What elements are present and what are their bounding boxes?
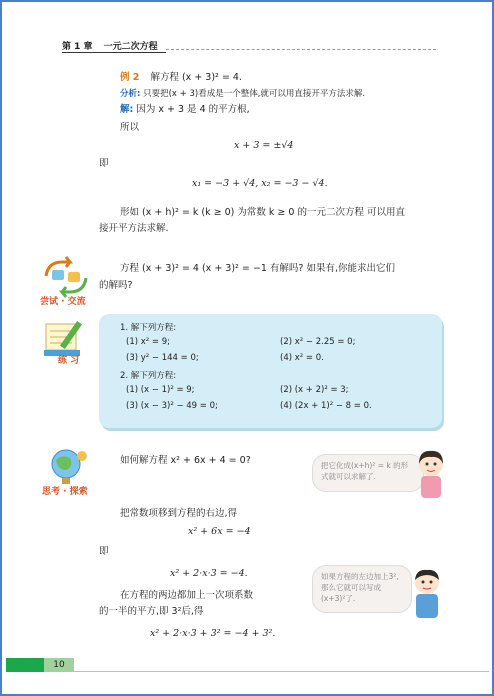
so-text: 所以 [120, 122, 140, 133]
ji-text-1: 即 [99, 158, 109, 169]
practice-q1-item-3: (3) y² − 144 = 0; [126, 353, 199, 363]
boy-avatar [406, 566, 448, 622]
example-problem: 解方程 (x + 3)² = 4. [150, 72, 242, 83]
practice-q1-item-4: (4) x² = 0. [280, 353, 324, 363]
header-dashed-line [166, 49, 436, 50]
thought-bubble-2 [312, 565, 412, 613]
chapter-title: 一元二次方程 [103, 42, 158, 52]
header-underline [62, 52, 166, 53]
explore-step-2-line-1: 在方程的两边都加上一次项系数 [120, 590, 254, 601]
thought-bubble-1 [312, 454, 424, 492]
explore-equation-2: x² + 2·x·3 = −4. [170, 568, 248, 579]
footer-green-bar [6, 658, 44, 672]
practice-q1-title: 1. 解下列方程: [120, 323, 177, 333]
practice-q2-item-1: (1) (x − 1)² = 9; [126, 385, 195, 395]
practice-q1-item-1: (1) x² = 9; [126, 337, 170, 347]
footer-line [74, 671, 489, 672]
try-line-2: 的解吗? [99, 280, 133, 291]
chapter-header [62, 39, 158, 52]
think-explore-icon [40, 446, 92, 488]
explore-step-1: 把常数项移到方程的右边,得 [120, 508, 238, 519]
bubble-1-text: 把它化成(x+h)² = k 的形式就可以求解了. [321, 461, 409, 481]
example-label: 例 2 [120, 72, 140, 83]
analysis-line [120, 87, 365, 99]
example-problem-line [120, 71, 242, 84]
chapter-number: 第 1 章 [62, 42, 93, 52]
paragraph-line-1: 形如 (x + h)² = k (k ≥ 0) 为常数 k ≥ 0 的一元二次方程 可以用直 [120, 207, 405, 218]
try-exchange-label: 尝试 · 交流 [40, 297, 86, 307]
analysis-text: 只要把(x + 3)看成是一个整体,就可以用直接开平方法求解. [143, 89, 366, 99]
girl-avatar [412, 448, 450, 502]
explore-equation-1: x² + 6x = −4 [188, 526, 251, 537]
solution-label: 解: [120, 104, 134, 115]
practice-q1-item-2: (2) x² − 2.25 = 0; [280, 337, 356, 347]
practice-label: 练 习 [58, 356, 80, 366]
equation-roots: x₁ = −3 + √4, x₂ = −3 − √4. [192, 178, 328, 189]
explore-question: 如何解方程 x² + 6x + 4 = 0? [120, 455, 251, 466]
solution-line [120, 103, 250, 116]
explore-step-2-line-2: 的一半的平方,即 3²后,得 [99, 606, 204, 617]
paragraph-line-2: 接开平方法求解. [99, 223, 169, 234]
analysis-label: 分析: [120, 89, 141, 99]
think-explore-label: 思考 · 探索 [42, 487, 88, 497]
practice-q2-item-4: (4) (2x + 1)² − 8 = 0. [280, 401, 372, 411]
equation-sqrt: x + 3 = ±√4 [234, 140, 294, 151]
bubble-2-text: 如果方程的左边加上3²,那么它就可以写成(x+3)²了. [321, 572, 399, 603]
solution-text: 因为 x + 3 是 4 的平方根, [136, 104, 250, 115]
ji-text-2: 即 [99, 546, 109, 557]
practice-q2-item-2: (2) (x + 2)² = 3; [280, 385, 349, 395]
practice-q2-item-3: (3) (x − 3)² − 49 = 0; [126, 401, 218, 411]
practice-q2-title: 2. 解下列方程: [120, 371, 177, 381]
explore-equation-3: x² + 2·x·3 + 3² = −4 + 3². [150, 628, 276, 639]
page-number: 10 [44, 658, 74, 672]
try-line-1: 方程 (x + 3)² = 4 (x + 3)² = −1 有解吗? 如果有,你能求出它们 [120, 263, 395, 274]
